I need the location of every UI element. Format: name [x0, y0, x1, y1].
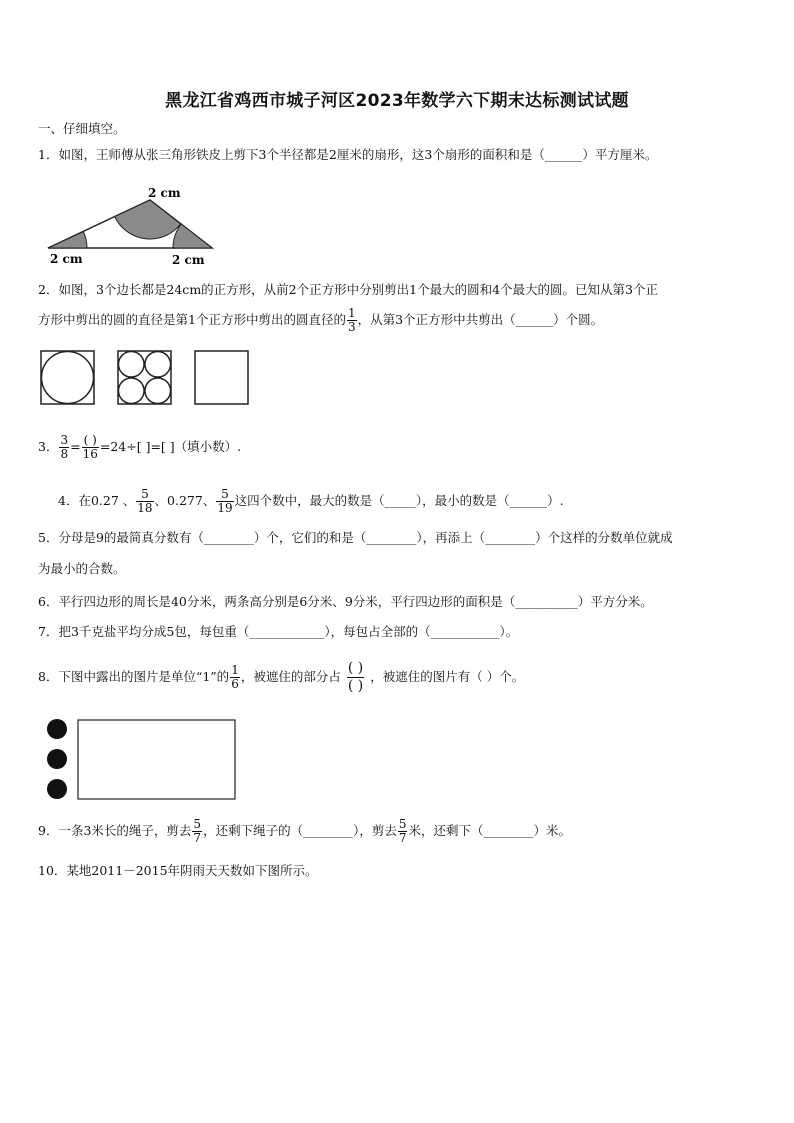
squares-figure	[40, 350, 252, 406]
q2-text-a: 方形中剪出的圆的直径是第1个正方形中剪出的圆直径的	[38, 312, 346, 327]
section-heading: 一、仔细填空。	[38, 121, 126, 136]
page-title: 黑龙江省鸡西市城子河区2023年数学六下期末达标测试试题	[165, 91, 629, 111]
question-9: 9．一条3米长的绳子，剪去 $\frac{5}{7}$ ，还剩下绳子的（________），剪去 $\frac{5}{7}$ 米，还剩下（________）米。	[38, 817, 571, 845]
label-right: 2 cm	[172, 253, 205, 267]
question-8: 8．下图中露出的图片是单位“1”的 $\frac{1}{6}$ ，被遮住的部分占 $\frac{( )}{( )}$ ，被遮住的图片有（ ）个。	[38, 660, 525, 694]
question-7: 7．把3千克盐平均分成5包，每包重（____________），每包占全部的（___________）。	[38, 624, 519, 639]
question-2-line-2	[38, 307, 603, 334]
question-6: 6．平行四边形的周长是40分米，两条高分别是6分米、9分米，平行四边形的面积是（__________）平方分米。	[38, 594, 653, 609]
label-top: 2 cm	[148, 186, 181, 200]
triangle-figure	[40, 180, 220, 270]
question-5-line-2: 为最小的合数。	[38, 561, 126, 576]
question-4: 4．在0.27 、 $\frac{5}{18}$ 、0.277、 $\frac{5}{19}$ 这四个数中，最大的数是（_____），最小的数是（______）.	[58, 487, 564, 515]
question-3: 3． $\frac{3}{8}$ = $\frac{( )}{16}$ =24÷[ ]=[ ]（填小数）.	[38, 433, 242, 461]
question-2-line-1: 2．如图，3个边长都是24cm的正方形，从前2个正方形中分别剪出1个最大的圆和4个最大的圆。已知从第3个正	[38, 282, 658, 297]
question-5-line-1: 5．分母是9的最简真分数有（________）个，它们的和是（________），再添上（________）个这样的分数单位就成	[38, 530, 673, 545]
fraction: $\frac{1}{3}$	[347, 306, 356, 334]
q2-text-b: ，从第3个正方形中共剪出（______）个圆。	[357, 312, 604, 327]
question-10: 10．某地2011－2015年阴雨天天数如下图所示。	[38, 863, 318, 878]
covered-pictures-figure	[44, 716, 240, 804]
label-left: 2 cm	[50, 252, 83, 266]
question-1: 1．如图，王师傅从张三角形铁皮上剪下3个半径都是2厘米的扇形，这3个扇形的面积和是（______）平方厘米。	[38, 147, 658, 162]
